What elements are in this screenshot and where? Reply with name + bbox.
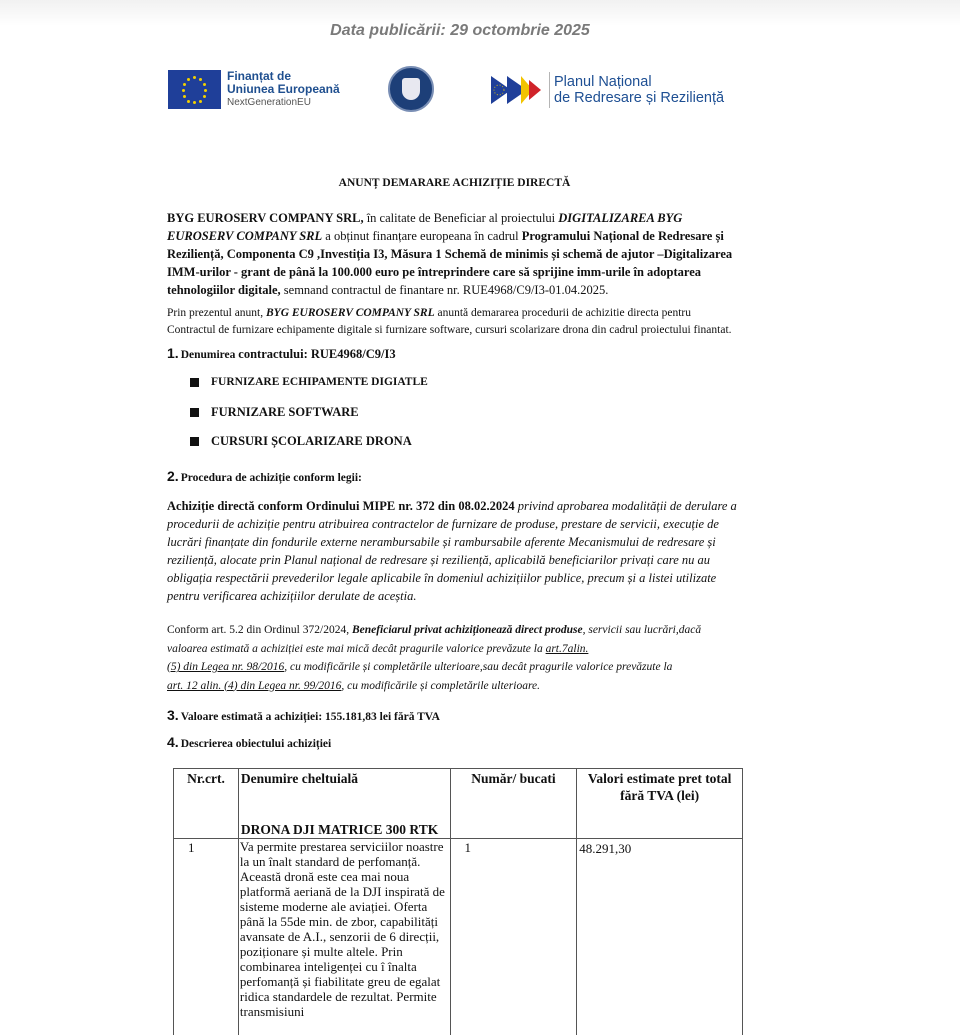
eu-flag-icon [168,70,221,109]
announcement-paragraph: Prin prezentul anunt, BYG EUROSERV COMPANY SRL anuntă demararea procedurii de achizitie directa pentru Contractul de furnizare echipamente digitale si furnizare software, cursuri scolarizare drona din cadrul proiectului finantat. [167,307,732,336]
pnrr-arrows-icon [491,74,547,106]
intro-project: DIGITALIZAREA BYG EUROSERV COMPANY SRL [167,211,683,243]
coat-of-arms-icon [402,78,420,100]
list-item: FURNIZARE SOFTWARE [190,405,359,420]
section-4-heading: 4. Descrierea obiectului achiziției [167,734,332,750]
cell-quantity: 1 [450,839,577,1035]
eu-logo-line3: NextGenerationEU [227,97,311,108]
header-numar: Număr/ bucati [450,769,577,839]
cell-nr: 1 [174,839,239,1035]
table-row [174,839,743,1035]
header-nr-crt: Nr.crt. [174,769,239,839]
eu-logo-line2: Uniunea Europeană [227,82,340,96]
intro-paragraph: BYG EUROSERV COMPANY SRL, în calitate de Beneficiar al proiectului DIGITALIZAREA BYG EUROSERV COMPANY SRL a obținut finanțare europeana în cadrul Programului Național de Redresare și Reziliență, Componenta C9 ,Investiția I3, Măsura 1 Schemă de minimis și schemă de ajutor –Digitalizarea IMM-urilor - grant de până la 100.000 euro pe întreprindere care să sprijine imm-urile în adoptarea tehnologiilor digitale, semnand contractul de finantare nr. RUE4968/C9/I3-01.04.2025. [167,211,733,297]
cell-description: Va permite prestarea serviciilor noastre la un înalt standard de perfomanță. Această dronă este cea mai noua platformă aeriană de la DJI inspirată de sisteme moderne ale aviației. Oferta până la 55de min. de zbor, capabilități avansate de A.I., senzorii de 6 direcții, poziționare și multe altele. Prin combinarea inteligenței cu î înalta perfomanță și fiabilitate greu de egalat ridica standardele de rezultat. Permite transmisiuni [238,839,450,1035]
law-link-art7[interactable]: art.7alin. [545,642,589,655]
pnrr-separator [549,72,550,108]
law-link-98-2016[interactable]: (5) din Legea nr. 98/2016 [167,661,285,673]
pnrr-line1: Planul Național [554,74,652,90]
acquisition-table [173,768,743,1035]
conform-paragraph: Conform art. 5.2 din Ordinul 372/2024, Beneficiarul privat achiziționează direct produse, servicii sau lucrări,dacă valoarea estimată a achiziției este mai mică decât pragurile valorice prevăzute la art.7alin. (5) din Legea nr. 98/2016, cu modificările și completările ulterioare,sau decât pragurile valorice prevăzute la art. 12 alin. (4) din Legea nr. 99/2016, cu modificările și completările ulterioare. [167,624,702,692]
list-item: CURSURI ȘCOLARIZARE DRONA [190,434,412,449]
bullet-square-icon [190,437,199,446]
section-1-heading: 1. Denumirea contractului: RUE4968/C9/I3 [167,345,396,361]
document-title: ANUNȚ DEMARARE ACHIZIȚIE DIRECTĂ [338,177,571,189]
law-link-99-2016[interactable]: art. 12 alin. (4) din Legea nr. 99/2016 [167,679,342,692]
header-denumire: Denumire cheltuială DRONA DJI MATRICE 300 RTK [238,769,450,839]
procedure-paragraph: Achiziție directă conform Ordinului MIPE nr. 372 din 08.02.2024 privind aprobarea modalității de derulare a procedurii de achiziție pentru atribuirea contractelor de furnizare de produse, prestare de servicii, execuție de lucrări finanțate din fondurile externe nerambursabile și rambursabile aferente Mecanismului de redresare și reziliență, alocate prin Planul național de redresare și reziliență, aplicabilă beneficiarilor privați care nu au obligația respectării prevederilor legale aplicabile în domeniul achizițiilor publice, precum și a listei utilizate pentru verificarea achizițiilor derulate de aceștia. [167,499,737,603]
eu-funding-logo [168,70,340,109]
item-name: DRONA DJI MATRICE 300 RTK [240,822,439,837]
publication-date: Data publicării: 29 octombrie 2025 [330,22,590,39]
table-header-row [174,769,743,839]
section-2-heading: 2. Procedura de achiziție conform legii: [167,468,362,484]
section-3-heading: 3. Valoare estimată a achiziției: 155.181,83 lei fără TVA [167,707,440,723]
romanian-government-seal-icon [388,66,434,112]
list-item: FURNIZARE ECHIPAMENTE DIGIATLE [190,376,428,388]
intro-company: BYG EUROSERV COMPANY SRL, [167,211,364,225]
bullet-square-icon [190,378,199,387]
intro-program: Programului Național de Redresare și Reziliență, Componenta C9 ,Investiția I3, Măsura 1 Schemă de minimis și schemă de ajutor –Digitalizarea IMM-urilor - grant de până la 100.000 euro pe întreprindere care să sprijine imm-urile în adoptarea tehnologiilor digitale, [167,229,733,297]
header-valori: Valori estimate pret total fără TVA (lei) [577,769,743,839]
pnrr-line2: de Redresare și Reziliență [554,90,725,106]
pnrr-logo [491,72,724,108]
cell-value: 48.291,30 [577,839,743,1035]
eu-logo-line1: Finanțat de [227,69,292,83]
bullet-square-icon [190,408,199,417]
